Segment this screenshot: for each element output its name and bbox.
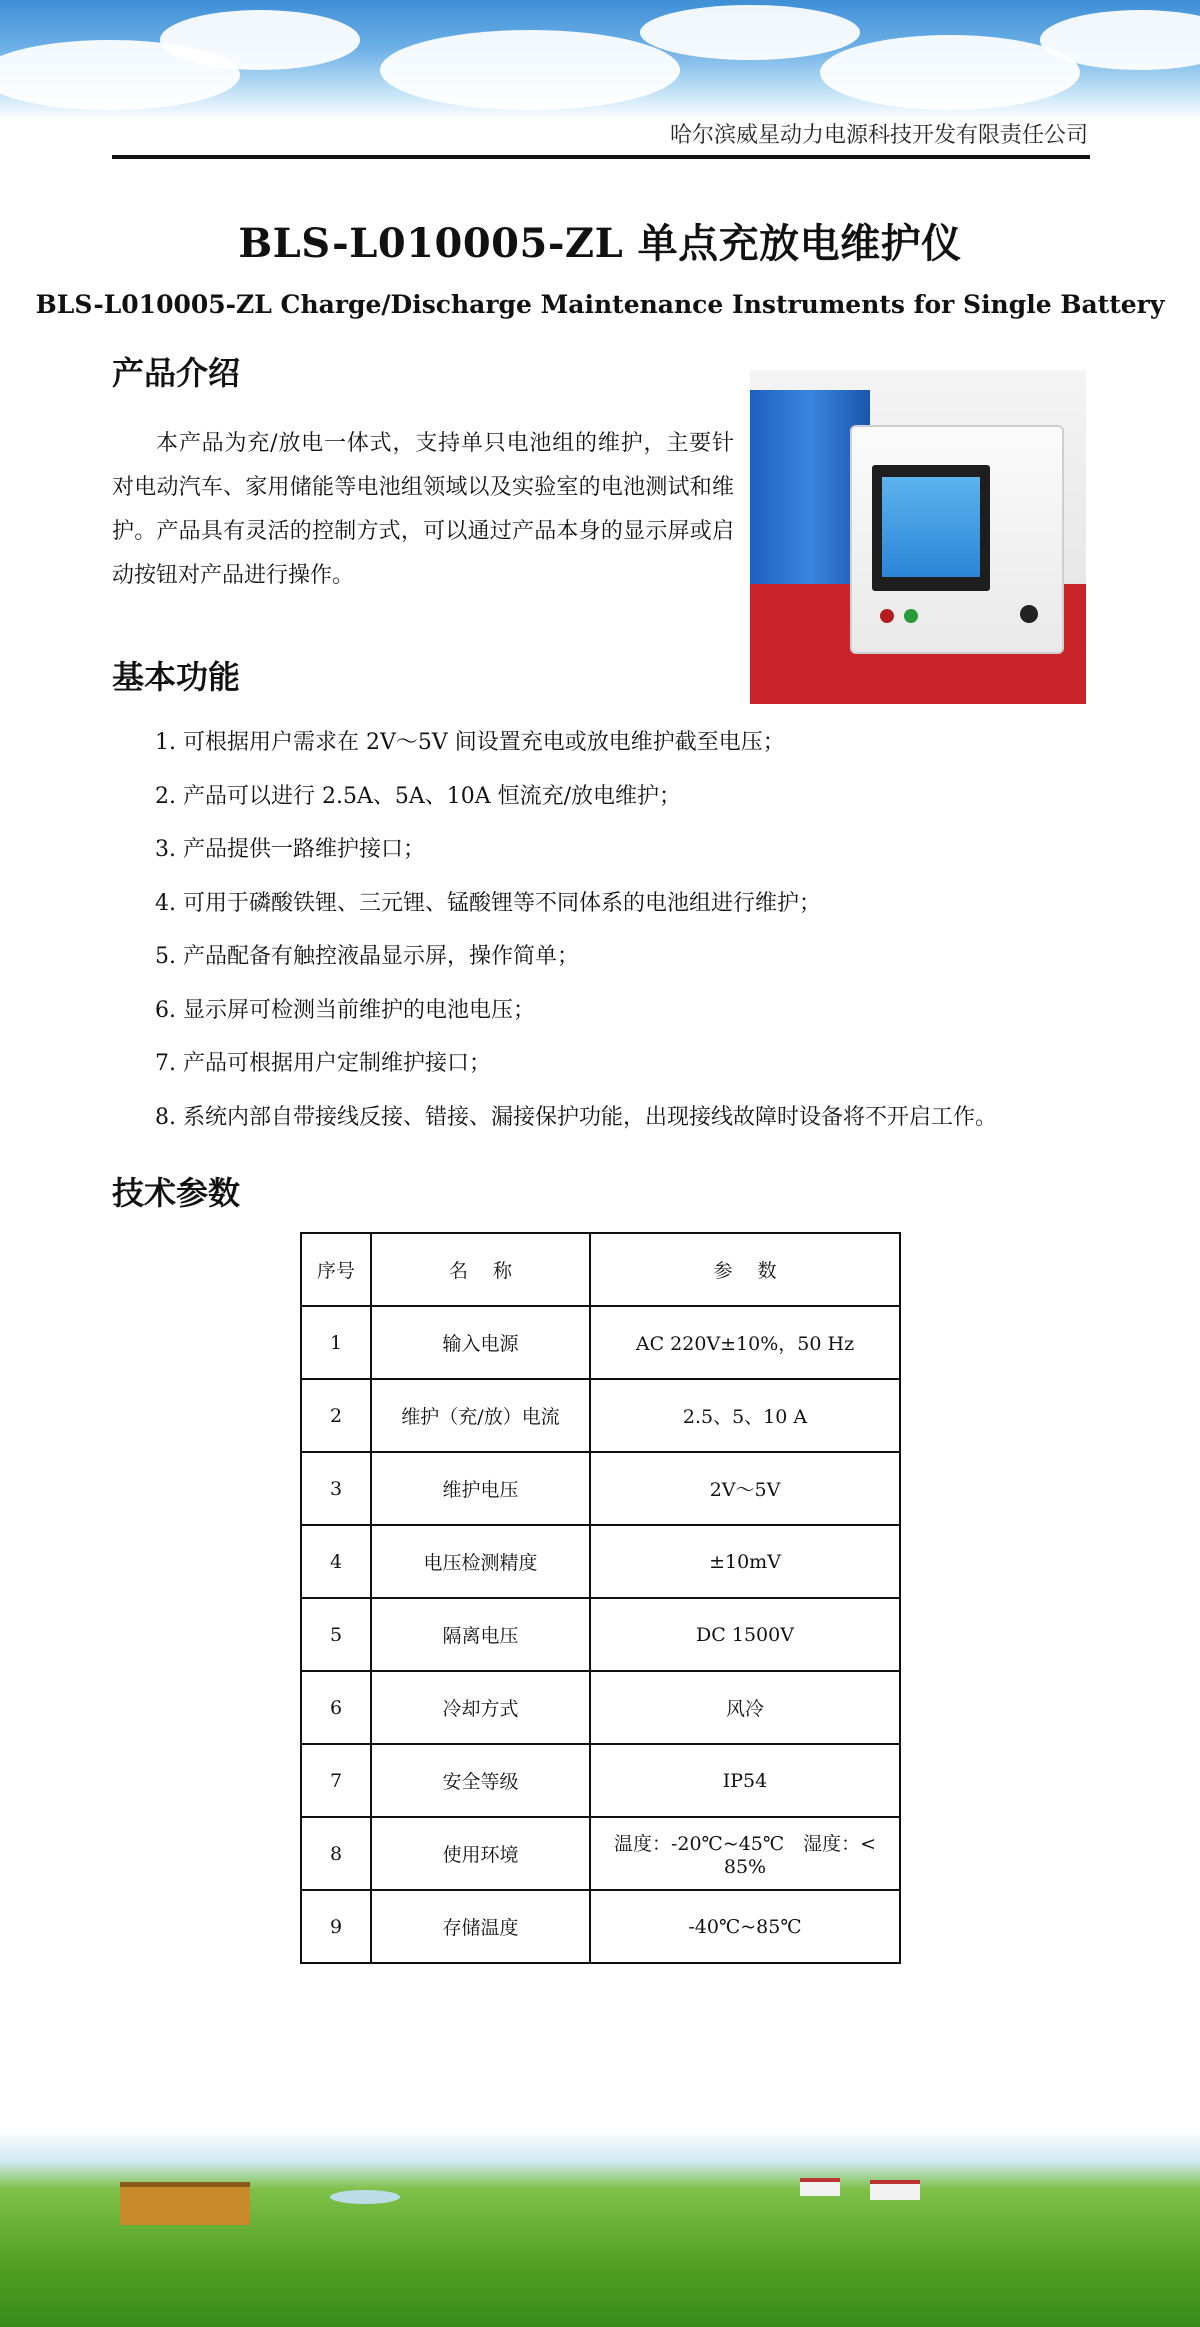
- table-cell-name: 存储温度: [371, 1890, 590, 1963]
- function-item: 8. 系统内部自带接线反接、错接、漏接保护功能，出现接线故障时设备将不开启工作。: [155, 1104, 997, 1130]
- function-item: 6. 显示屏可检测当前维护的电池电压；: [155, 997, 535, 1023]
- table-cell-value: AC 220V±10%，50 Hz: [590, 1306, 900, 1379]
- table-row: [301, 1744, 900, 1817]
- cloud: [820, 35, 1080, 110]
- table-cell-index: 2: [301, 1379, 371, 1452]
- function-item: 7. 产品可根据用户定制维护接口；: [155, 1051, 491, 1076]
- table-cell-name: 电压检测精度: [371, 1525, 590, 1598]
- table-row: [301, 1525, 900, 1598]
- table-cell-name: 输入电源: [371, 1306, 590, 1379]
- table-cell-name: 安全等级: [371, 1744, 590, 1817]
- table-cell-value: -40℃~85℃: [590, 1890, 900, 1963]
- table-cell-name: 使用环境: [371, 1817, 590, 1890]
- terminal-red-icon: [880, 609, 894, 623]
- table-cell-index: 6: [301, 1671, 371, 1744]
- cloud: [380, 30, 680, 110]
- table-row: [301, 1671, 900, 1744]
- table-cell-name: 维护（充/放）电流: [371, 1379, 590, 1452]
- device-knob: [1020, 605, 1038, 623]
- table-cell-index: 8: [301, 1817, 371, 1890]
- table-cell-value: 风冷: [590, 1671, 900, 1744]
- table-cell-value: 温度：-20℃~45℃ 湿度：< 85%: [590, 1817, 900, 1890]
- device-touch-screen: [882, 477, 980, 577]
- page-subtitle: BLS-L010005-ZL Charge/Discharge Maintenance Instruments for Single Battery: [35, 290, 1165, 319]
- house-image: [800, 2178, 840, 2196]
- table-cell-index: 7: [301, 1744, 371, 1817]
- table-cell-value: 2V～5V: [590, 1452, 900, 1525]
- table-row: [301, 1890, 900, 1963]
- cloud: [160, 10, 360, 70]
- section-heading-functions: 基本功能: [112, 658, 241, 696]
- terminal-green-icon: [904, 609, 918, 623]
- function-item: 3. 产品提供一路维护接口；: [155, 837, 425, 862]
- house-image: [330, 2190, 400, 2204]
- table-cell-name: 隔离电压: [371, 1598, 590, 1671]
- sky-banner: [0, 0, 1200, 120]
- table-cell-index: 5: [301, 1598, 371, 1671]
- product-photo: [750, 370, 1086, 704]
- cloud: [640, 5, 860, 60]
- table-cell-index: 1: [301, 1306, 371, 1379]
- house-image: [120, 2182, 250, 2225]
- table-cell-value: 2.5、5、10 A: [590, 1379, 900, 1452]
- header-cell-index: 序号: [301, 1233, 371, 1306]
- header-cell-value: 参 数: [590, 1233, 900, 1306]
- page-title: BLS-L010005-ZL 单点充放电维护仪: [238, 220, 962, 267]
- function-item: 4. 可用于磷酸铁锂、三元锂、锰酸锂等不同体系的电池组进行维护；: [155, 890, 821, 916]
- company-name: 哈尔滨威星动力电源科技开发有限责任公司: [669, 123, 1088, 148]
- table-cell-index: 4: [301, 1525, 371, 1598]
- section-heading-intro: 产品介绍: [112, 354, 241, 392]
- table-cell-value: ±10mV: [590, 1525, 900, 1598]
- table-row: [301, 1452, 900, 1525]
- table-cell-index: 3: [301, 1452, 371, 1525]
- house-image: [870, 2180, 920, 2200]
- function-item: 2. 产品可以进行 2.5A、5A、10A 恒流充/放电维护；: [155, 783, 682, 809]
- device-screen-bezel: [872, 465, 990, 591]
- table-row: [301, 1817, 900, 1890]
- params-table: [300, 1232, 901, 1964]
- maintenance-device-image: [850, 425, 1064, 654]
- table-cell-index: 9: [301, 1890, 371, 1963]
- table-header-row: [301, 1233, 900, 1306]
- function-item: 1. 可根据用户需求在 2V～5V 间设置充电或放电维护截至电压；: [155, 730, 785, 755]
- header-divider: [112, 155, 1090, 159]
- table-row: [301, 1306, 900, 1379]
- table-cell-name: 维护电压: [371, 1452, 590, 1525]
- table-row: [301, 1379, 900, 1452]
- function-item: 5. 产品配备有触控液晶显示屏，操作简单；: [155, 944, 579, 969]
- functions-list: [155, 725, 1055, 1153]
- section-heading-params: 技术参数: [112, 1174, 241, 1212]
- table-cell-name: 冷却方式: [371, 1671, 590, 1744]
- table-row: [301, 1598, 900, 1671]
- table-cell-value: IP54: [590, 1744, 900, 1817]
- intro-paragraph: 本产品为充/放电一体式，支持单只电池组的维护，主要针对电动汽车、家用储能等电池组领域以及实验室的电池测试和维护。产品具有灵活的控制方式，可以通过产品本身的显示屏或启动按钮对产品进行操作。: [112, 431, 734, 588]
- header-cell-name: 名 称: [371, 1233, 590, 1306]
- table-cell-value: DC 1500V: [590, 1598, 900, 1671]
- grassland-footer: [0, 2130, 1200, 2327]
